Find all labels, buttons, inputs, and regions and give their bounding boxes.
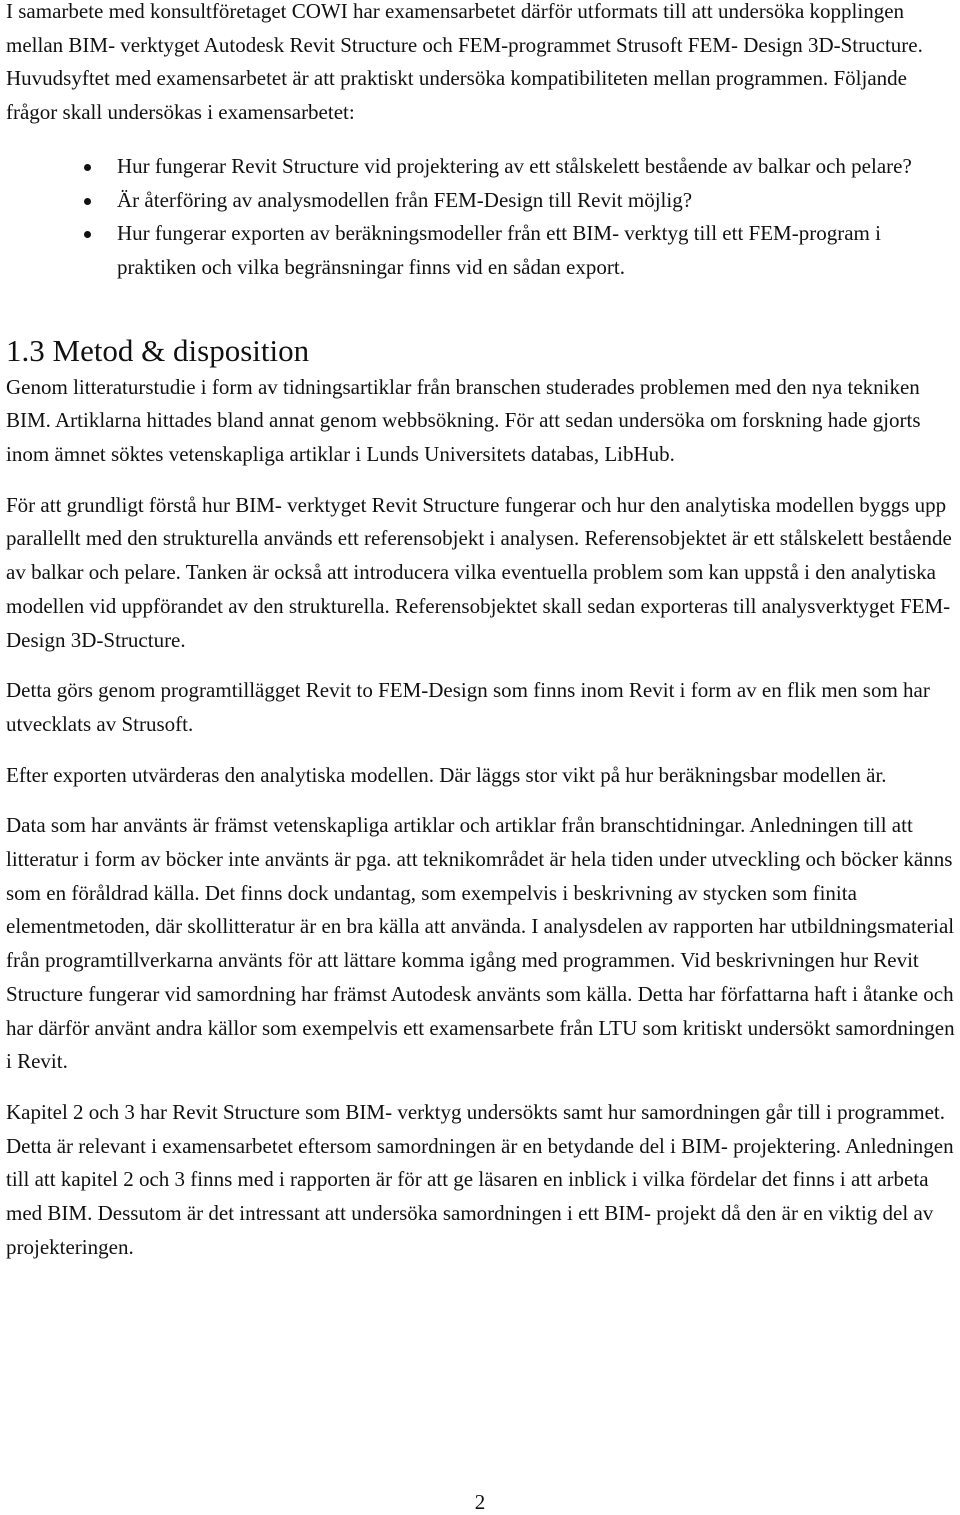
intro-paragraph: I samarbete med konsultföretaget COWI har examensarbetet därför utformats till att undersöka kopplingen mellan BIM- verktyget Autodesk Revit Structure och FEM-programmet Strusoft FEM- Design 3D-Structure. Huvudsyftet med examensarbetet är att praktiskt undersöka kompatibiliteten mellan programmen. Följande frågor skall undersökas i examensarbetet: (6, 0, 923, 125)
page-number: 2 (474, 1490, 486, 1514)
body-paragraph: Detta görs genom programtillägget Revit to FEM-Design som finns inom Revit i form av en flik men som har utvecklats av Strusoft. (6, 678, 930, 736)
body-paragraph: För att grundligt förstå hur BIM- verktyget Revit Structure fungerar och hur den analytiska modellen byggs upp parallellt med den strukturella används ett referensobjekt i analysen. Referensobjektet är ett stålskelett bestående av balkar och pelare. Tanken är också att introducera vilka eventuella problem som kan uppstå i den analytiska modellen vid uppförandet av den strukturella. Referensobjektet skall sedan exporteras till analysverktyget FEM-Design 3D-Structure. (6, 492, 952, 652)
body-paragraph: Genom litteraturstudie i form av tidningsartiklar från branschen studerades problemen med den nya tekniken BIM. Artiklarna hittades bland annat genom webbsökning. För att sedan undersöka om forskning hade gjorts inom ämnet söktes vetenskapliga artiklar i Lunds Universitets databas, LibHub. (6, 374, 921, 467)
list-item-text: Är återföring av analysmodellen från FEM-Design till Revit möjlig? (117, 187, 693, 212)
bullet-icon (84, 231, 91, 238)
list-item-text: Hur fungerar Revit Structure vid projektering av ett stålskelett bestående av balkar och pelare? (117, 153, 912, 178)
section-heading: 1.3 Metod & disposition (6, 332, 310, 368)
body-paragraph: Kapitel 2 och 3 har Revit Structure som BIM- verktyg undersökts samt hur samordningen går till i programmet. Detta är relevant i examensarbetet eftersom samordningen är en betydande del i BIM- projektering. Anledningen till att kapitel 2 och 3 finns med i rapporten är för att ge läsaren en inblick i vilka fördelar det finns i att arbeta med BIM. Dessutom är det intressant att undersöka samordningen i ett BIM- projekt då den är en viktig del av projekteringen. (6, 1099, 954, 1259)
list-item (6, 150, 956, 184)
body-paragraph: Efter exporten utvärderas den analytiska modellen. Där läggs stor vikt på hur beräkningsbar modellen är. (6, 762, 887, 787)
document-page (6, 0, 956, 1265)
bullet-icon (84, 198, 91, 205)
bullet-icon (84, 164, 91, 171)
body-paragraph: Data som har använts är främst vetenskapliga artiklar och artiklar från branschtidningar. Anledningen till att litteratur i form av böcker inte använts är pga. att teknikområdet är hela tiden under utveckling och böcker känns som en föråldrad källa. Det finns dock undantag, som exempelvis i beskrivning av stycken som finita elementmetoden, där skollitteratur är en bra källa att använda. I analysdelen av rapporten har utbildningsmaterial från programtillverkarna använts för att lättare komma igång med programmen. Vid beskrivningen hur Revit Structure fungerar vid samordning har främst Autodesk använts som källa. Detta har författarna haft i åtanke och har därför använt andra källor som exempelvis ett examensarbete från LTU som kritiskt undersökt samordningen i Revit. (6, 813, 955, 1074)
list-item (6, 217, 956, 284)
list-item (6, 184, 956, 218)
list-item-text: Hur fungerar exporten av beräkningsmodeller från ett BIM- verktyg till ett FEM-program i praktiken och vilka begränsningar finns vid en sådan export. (117, 221, 881, 279)
question-list (6, 150, 956, 285)
